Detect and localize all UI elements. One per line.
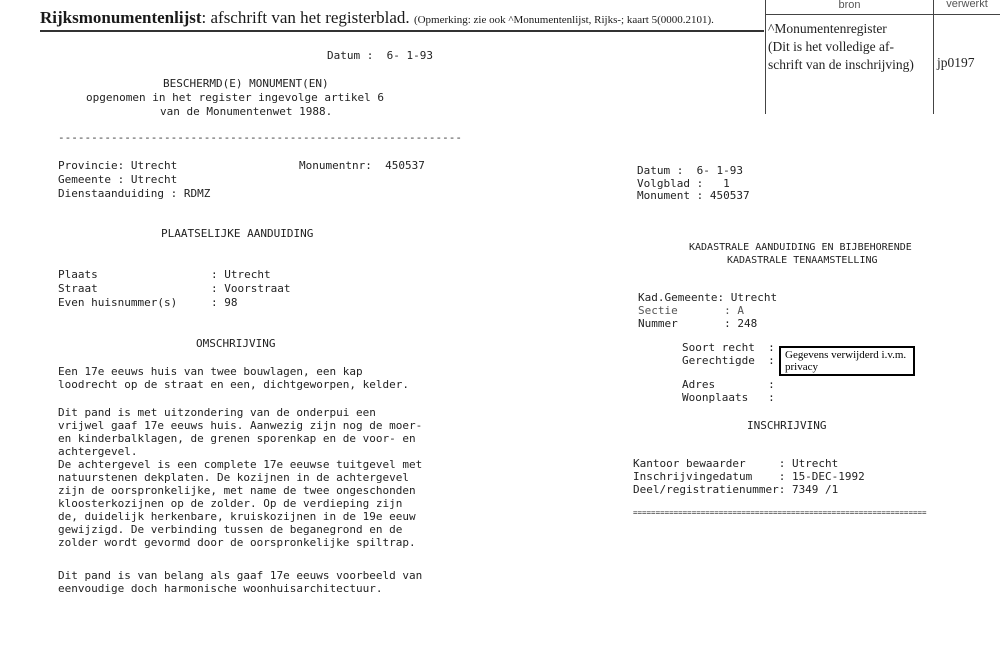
paragraph-3 bbox=[58, 569, 422, 595]
text-line: Dit pand is van belang als gaaf 17e eeuws voorbeeld van bbox=[58, 569, 423, 582]
text-line: natuurstenen dekplaten. De kozijnen in de achtergevel bbox=[58, 471, 409, 484]
omschrijving-heading: OMSCHRIJVING bbox=[196, 337, 276, 350]
box-left-border bbox=[765, 0, 766, 114]
gemeente: Gemeente : Utrecht bbox=[58, 173, 178, 186]
text-line: gewijzigd. De verbinding tussen de beganegrond en de bbox=[58, 523, 403, 536]
left-datum: Datum : 6- 1-93 bbox=[327, 49, 433, 62]
inschrijving-heading: INSCHRIJVING bbox=[747, 419, 827, 432]
privacy-note bbox=[785, 349, 906, 373]
right-divider: ================================================================= bbox=[633, 508, 927, 517]
heading-line-3: van de Monumentenwet 1988. bbox=[160, 105, 333, 118]
gerechtigde: Gerechtigde : bbox=[682, 354, 775, 367]
privacy-line: privacy bbox=[785, 361, 818, 373]
text-line: Een 17e eeuws huis van twee bouwlagen, een kap bbox=[58, 365, 363, 378]
nummer: Nummer : 248 bbox=[638, 317, 758, 330]
paragraph-2 bbox=[58, 406, 422, 549]
deel-registratienummer: Deel/registratienummer: 7349 /1 bbox=[633, 483, 839, 496]
heading-line-2: opgenomen in het register ingevolge artikel 6 bbox=[86, 91, 385, 104]
kantoor-bewaarder: Kantoor bewaarder : Utrecht bbox=[633, 457, 839, 470]
sectie: Sectie : A bbox=[638, 304, 744, 317]
register-line: ^Monumentenregister bbox=[768, 21, 887, 36]
provincie: Provincie: Utrecht bbox=[58, 159, 178, 172]
plaats-value: : Utrecht bbox=[211, 268, 271, 281]
text-line: vrijwel gaaf 17e eeuws huis. Aanwezig zijn nog de moer- bbox=[58, 419, 423, 432]
privacy-redaction-box bbox=[779, 346, 915, 376]
text-line: en kinderbalklagen, de grenen sporenkap en de voor- en bbox=[58, 432, 416, 445]
heading-line-1: BESCHERMD(E) MONUMENT(EN) bbox=[163, 77, 329, 90]
privacy-line: Gegevens verwijderd i.v.m. bbox=[785, 349, 907, 361]
soort-recht: Soort recht : bbox=[682, 341, 775, 354]
inschrijvingsdatum: Inschrijvingedatum : 15-DEC-1992 bbox=[633, 470, 865, 483]
register-source bbox=[768, 20, 914, 74]
title-note: (Opmerking: zie ook ^Monumentenlijst, Rijks-; kaart 5(0000.2101). bbox=[413, 14, 714, 26]
title-bold: Rijksmonumentenlijst bbox=[40, 8, 202, 27]
box-header-rule bbox=[765, 14, 1000, 15]
straat-label: Straat bbox=[58, 282, 98, 295]
document-title bbox=[40, 8, 714, 28]
monumentnr: Monumentnr: 450537 bbox=[299, 159, 425, 172]
register-line: schrift van de inschrijving) bbox=[768, 57, 914, 72]
text-line: eenvoudige doch harmonische woonhuisarchitectuur. bbox=[58, 582, 383, 595]
text-line: achtergevel. bbox=[58, 445, 138, 458]
left-divider: ------------------------------------------------------------- bbox=[58, 131, 462, 144]
huisnummer-value: : 98 bbox=[211, 296, 238, 309]
text-line: zijn de oorspronkelijke, met name de twee ongeschonden bbox=[58, 484, 416, 497]
box-divider bbox=[933, 0, 934, 114]
text-line: de, duidelijk herkenbare, kruiskozijnen in de 19e eeuw bbox=[58, 510, 416, 523]
plaatselijke-heading: PLAATSELIJKE AANDUIDING bbox=[161, 227, 314, 240]
kad-gemeente: Kad.Gemeente: Utrecht bbox=[638, 291, 778, 304]
monument: Monument : 450537 bbox=[637, 189, 750, 202]
dienstaanduiding: Dienstaanduiding : RDMZ bbox=[58, 187, 211, 200]
huisnummer-label: Even huisnummer(s) bbox=[58, 296, 178, 309]
col-verwerkt: verwerkt bbox=[946, 0, 988, 10]
volgblad: Volgblad : 1 bbox=[637, 177, 730, 190]
text-line: De achtergevel is een complete 17e eeuwse tuitgevel met bbox=[58, 458, 423, 471]
text-line: kloosterkozijnen op de zolder. Op de verdieping zijn bbox=[58, 497, 403, 510]
register-line: (Dit is het volledige af- bbox=[768, 39, 894, 54]
text-line: zolder wordt gevormd door de oorspronkelijke spiltrap. bbox=[58, 536, 416, 549]
woonplaats: Woonplaats : bbox=[682, 391, 775, 404]
right-datum: Datum : 6- 1-93 bbox=[637, 164, 743, 177]
kadastrale-heading-1: KADASTRALE AANDUIDING EN BIJBEHORENDE bbox=[689, 242, 912, 253]
header-rule bbox=[40, 30, 764, 32]
text-line: Dit pand is met uitzondering van de onderpui een bbox=[58, 406, 376, 419]
adres: Adres : bbox=[682, 378, 775, 391]
processing-code: jp0197 bbox=[937, 55, 975, 70]
title-rest: : afschrift van het registerblad. bbox=[201, 8, 410, 27]
col-bron: bron bbox=[838, 0, 861, 11]
kadastrale-heading-2: KADASTRALE TENAAMSTELLING bbox=[727, 255, 878, 266]
paragraph-1 bbox=[58, 365, 409, 391]
text-line: loodrecht op de straat en een, dichtgeworpen, kelder. bbox=[58, 378, 409, 391]
straat-value: : Voorstraat bbox=[211, 282, 291, 295]
plaats-label: Plaats bbox=[58, 268, 98, 281]
